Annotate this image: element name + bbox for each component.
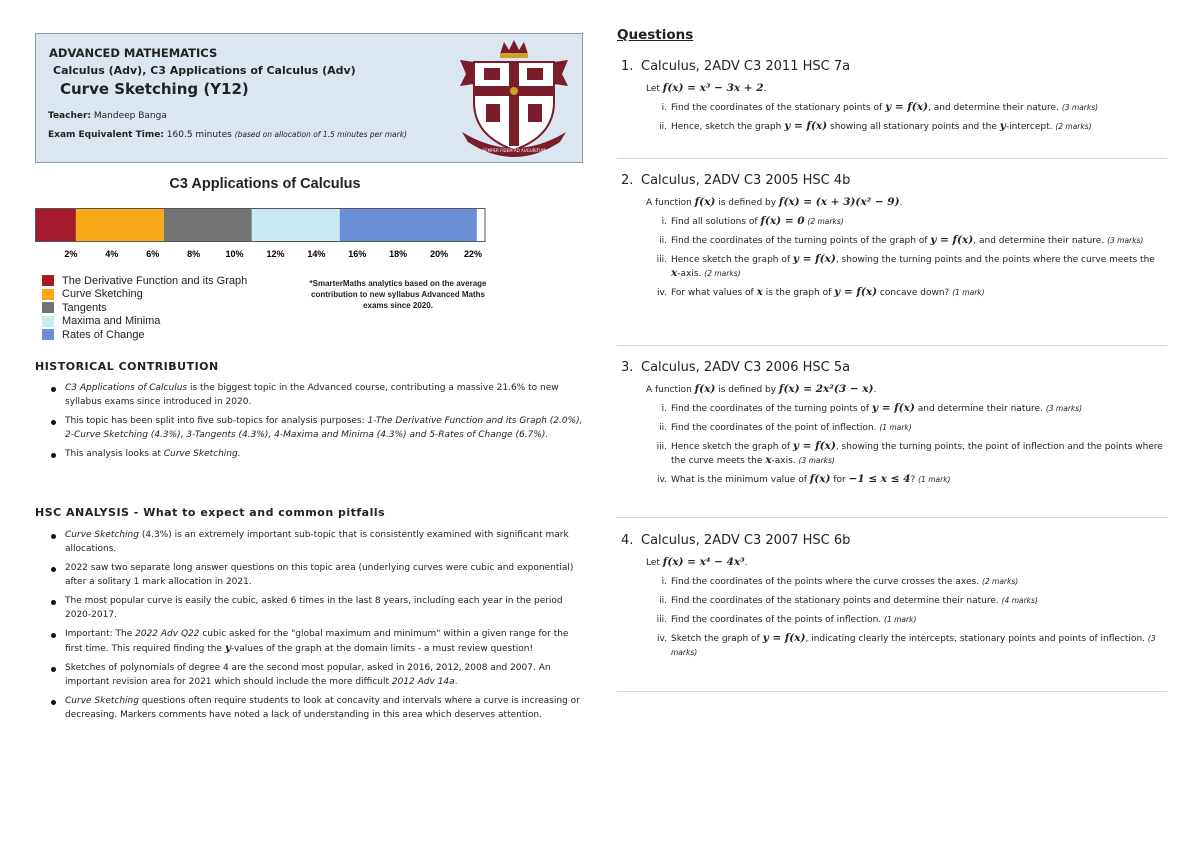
legend-label: Rates of Change <box>62 328 145 341</box>
legend-label: Maxima and Minima <box>62 315 161 328</box>
question-title: 2. Calculus, 2ADV C3 2005 HSC 4b <box>621 173 851 188</box>
department-label: ADVANCED MATHEMATICS <box>49 46 218 60</box>
question-part: iv. For what values of x is the graph of y = f(x) concave down? (1 mark) <box>657 286 985 298</box>
chart-title: C3 Applications of Calculus <box>169 176 361 192</box>
legend-swatch <box>42 316 54 327</box>
legend-label: Curve Sketching <box>62 288 143 301</box>
list-item: This analysis looks at Curve Sketching. <box>65 448 585 462</box>
question-part: iii. Hence sketch the graph of y = f(x), showing the turning points, the point of inflection and the points where the curve meets the x-axis. (3 marks) <box>656 440 1163 466</box>
question-part: iii. Find the coordinates of the points of inflection. (1 mark) <box>656 615 917 625</box>
hsc-heading: HSC ANALYSIS - What to expect and common pitfalls <box>35 506 386 519</box>
bar-segment-3 <box>164 209 252 241</box>
page-title: Curve Sketching (Y12) <box>60 80 249 98</box>
bar-segment-2 <box>76 209 164 241</box>
tick-label: 10% <box>225 249 244 259</box>
bar-segment-4 <box>252 209 340 241</box>
tick-label: 4% <box>105 249 119 259</box>
historical-heading: HISTORICAL CONTRIBUTION <box>35 360 219 373</box>
question-intro: Let f(x) = x³ − 3x + 2. <box>646 82 767 94</box>
chart-legend <box>42 274 247 342</box>
question-part: ii. Find the coordinates of the point of inflection. (1 mark) <box>659 423 912 433</box>
bar-segment-1 <box>35 209 76 241</box>
legend-entry <box>42 301 247 315</box>
list-item: Curve Sketching (4.3%) is an extremely important sub-topic that is consistently examined with significant mark allocations. <box>65 529 585 556</box>
tick-label: 20% <box>430 249 449 259</box>
question-part: iv. Sketch the graph of y = f(x), indicating clearly the intercepts, stationary points and points of inflection. (3 marks) <box>657 632 1156 657</box>
tick-label: 12% <box>266 249 285 259</box>
list-item: Sketches of polynomials of degree 4 are the second most popular, asked in 2016, 2012, 2008 and 2007. An important revision area for 2021 which should include the more difficult 2012 Adv 14a. <box>65 662 585 689</box>
exam-time-note: (based on allocation of 1.5 minutes per mark) <box>234 130 407 139</box>
question-intro: A function f(x) is defined by f(x) = 2x²(3 − x). <box>646 383 877 395</box>
question-3 <box>617 360 1167 487</box>
question-title: 4. Calculus, 2ADV C3 2007 HSC 6b <box>621 533 851 548</box>
right-column <box>617 27 1167 657</box>
crown-icon <box>500 40 528 58</box>
question-intro: Let f(x) = x⁴ − 4x³. <box>646 556 748 568</box>
list-item: Important: The 2022 Adv Q22 cubic asked for the "global maximum and minimum" within a given range for the first time. This required finding the y-values of the graph at the domain limits - a must review question! <box>65 628 585 656</box>
list-item: C3 Applications of Calculus is the biggest topic in the Advanced course, contributing a massive 21.6% to new syllabus exams since introduced in 2020. <box>65 382 585 409</box>
tick-label: 18% <box>389 249 408 259</box>
list-item: This topic has been split into five sub-topics for analysis purposes: 1-The Derivative Function and its Graph (2.0%), 2-Curve Sketching (4.3%), 3-Tangents (4.3%), 4-Maxima and Minima (4.3%) and 5-Rates of Change (6.7%). <box>65 415 585 442</box>
legend-entry <box>42 328 247 342</box>
legend-swatch <box>42 302 54 313</box>
tick-label: 8% <box>187 249 201 259</box>
school-crest-icon <box>460 40 568 158</box>
legend-label: The Derivative Function and its Graph <box>62 274 248 287</box>
bar-segment-5 <box>340 209 477 241</box>
legend-swatch <box>42 329 54 340</box>
legend-swatch <box>42 289 54 300</box>
left-column <box>35 33 585 720</box>
question-1 <box>617 59 1167 134</box>
legend-swatch <box>42 275 54 286</box>
tick-label: 2% <box>64 249 78 259</box>
tick-label: 6% <box>146 249 160 259</box>
header-box <box>35 33 583 163</box>
question-part: ii. Hence, sketch the graph y = f(x) showing all stationary points and the y-intercept. (2 marks) <box>659 120 1092 132</box>
list-item: Curve Sketching questions often require students to look at concavity and intervals where a curve is increasing or decreasing. Markers comments have noted a lack of understanding in this area which deserves attention. <box>65 695 585 722</box>
list-item: 2022 saw two separate long answer questions on this topic area (underlying curves were cubic and exponential) after a solitary 1 mark allocation in 2021. <box>65 562 585 589</box>
exam-time-line: Exam Equivalent Time: 160.5 minutes (based on allocation of 1.5 minutes per mark) <box>48 130 407 140</box>
legend-label: Tangents <box>62 301 107 314</box>
teacher-name: Mandeep Banga <box>93 111 167 121</box>
question-intro: A function f(x) is defined by f(x) = (x + 3)(x² − 9). <box>646 196 903 208</box>
divider <box>617 517 1167 518</box>
question-part: ii. Find the coordinates of the stationary points and determine their nature. (4 marks) <box>659 596 1038 606</box>
question-2 <box>617 173 1167 300</box>
question-part: ii. Find the coordinates of the turning points of the graph of y = f(x), and determine their nature. (3 marks) <box>659 234 1144 246</box>
tick-label: 14% <box>307 249 326 259</box>
exam-time-value: 160.5 minutes <box>166 130 232 140</box>
list-item: The most popular curve is easily the cubic, asked 6 times in the last 8 years, including each year in the period 2020-2017. <box>65 595 585 622</box>
teacher-line: Teacher: Mandeep Banga <box>48 111 167 121</box>
legend-entry <box>42 274 247 288</box>
question-title: 1. Calculus, 2ADV C3 2011 HSC 7a <box>621 59 851 74</box>
question-part: i. Find all solutions of f(x) = 0 (2 marks) <box>661 215 844 227</box>
historical-list <box>35 382 585 468</box>
question-part: iii. Hence sketch the graph of y = f(x), showing the turning points and the points where the curve meets the x-axis. (2 marks) <box>656 253 1155 279</box>
divider <box>617 345 1167 346</box>
question-part: i. Find the coordinates of the turning points of y = f(x) and determine their nature. (3 marks) <box>661 402 1083 414</box>
hsc-list <box>35 529 585 728</box>
legend-entry <box>42 288 247 302</box>
question-4 <box>617 533 1167 660</box>
crest-motto: SEMPER FIDEM AD AUGURITUM <box>482 148 546 153</box>
question-part: i. Find the coordinates of the stationary points of y = f(x), and determine their nature. (3 marks) <box>661 101 1099 113</box>
question-part: i. Find the coordinates of the points where the curve crosses the axes. (2 marks) <box>661 577 1019 587</box>
divider <box>617 158 1167 159</box>
question-part: iv. What is the minimum value of f(x) for −1 ≤ x ≤ 4? (1 mark) <box>657 473 951 485</box>
chart-note: *SmarterMaths analytics based on the average contribution to new syllabus Advanced Maths exams since 2020. <box>309 279 487 310</box>
course-label: Calculus (Adv), C3 Applications of Calculus (Adv) <box>53 64 356 77</box>
legend-entry <box>42 315 247 329</box>
divider <box>617 691 1167 692</box>
tick-label: 22% <box>463 249 483 259</box>
question-title: 3. Calculus, 2ADV C3 2006 HSC 5a <box>621 360 851 375</box>
tick-label: 16% <box>348 249 367 259</box>
questions-heading: Questions <box>617 27 694 43</box>
